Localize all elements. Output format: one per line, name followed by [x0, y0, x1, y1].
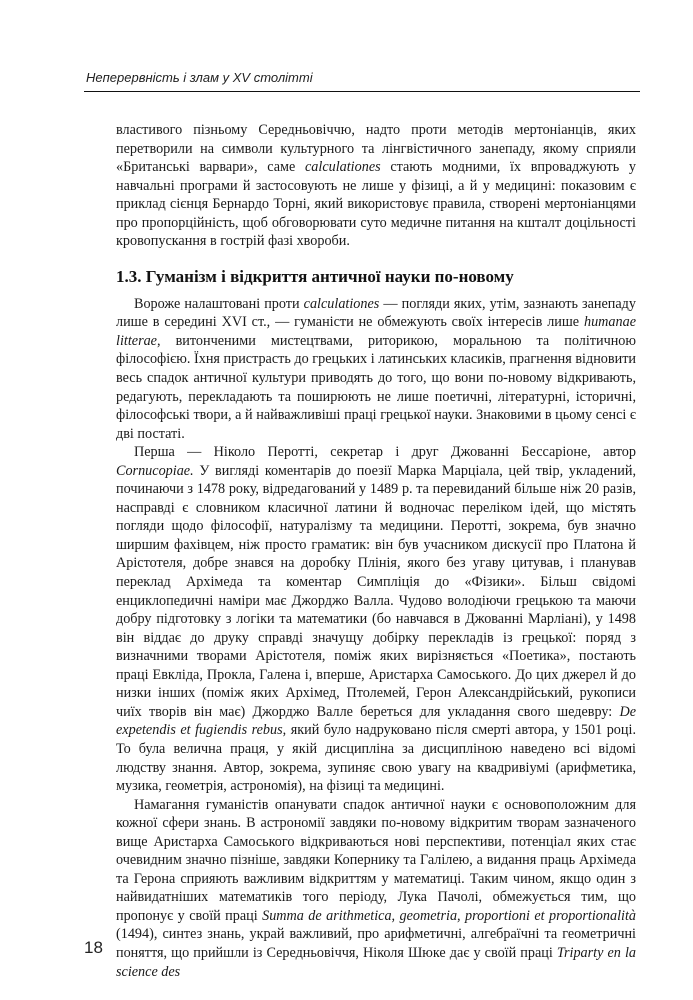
text-run: властивого пізньому Середньовіччю, надто проти методів мертоніанців, яких перетворили на символи культурного та лінгвістичного занепаду, якому сприяли «Британські варвари», саме	[116, 122, 636, 176]
italic-title: Cornucopiae.	[116, 462, 194, 479]
text-run: У вигляді коментарів до поезії Марка Марціала, цей твір, укладений, починаючи з 1478 року, відредагований у 1489 р. та перевиданий більше ніж 20 разів, насправді є словником класичної латини й водночас переліком ідей, що містять погляди щодо філософії, натуралізму та медицини. Перотті, зокрема, був значно ширшим фахівцем, ніж просто граматик: він був учасником дискусії про Платона й Арістотеля, добре знався на доробку Плінія, якого без угаву цитував, і планував переклад Архімеда та коментар Симпліція до «Фізики». Більш свідомі енциклопедичні наміри має Джорджо Валла. Чудово володіючи грецькою та маючи добру підготовку з логіки та математики (бо навчався в Джованні Марліані), у 1498 він віддає до друку справді значущу добірку перекладів із грецької: поряд з визначними творами Арістотеля, поміж яких вирізняється «Поетика», постають праці Евкліда, Прокла, Галена і, вперше, Аристарха Самоського. До цих джерел й до низки інших (поміж яких Архімед, Птолемей, Герон Александрійський, рукописи чиїх творів він має) Джорджо Валле береться для укладання свого шедевру:	[116, 462, 636, 720]
paragraph-2	[116, 295, 636, 443]
italic-term: calculationes	[304, 159, 381, 176]
paragraph-3	[116, 443, 636, 795]
italic-term: humanae litterae	[116, 314, 636, 349]
section-heading: 1.3. Гуманізм і відкриття античної науки по-новому	[116, 266, 514, 286]
italic-title: Triparty en la science des	[116, 944, 636, 980]
paragraph-4	[116, 796, 636, 981]
body-text	[116, 121, 636, 981]
italic-title: Summa de arithmetica, geometria, proportioni et proportionalità	[262, 907, 636, 924]
paragraph-1	[116, 121, 636, 251]
text-run: Перша — Ніколо Перотті, секретар і друг Джованні Бессаріоне, автор	[134, 444, 636, 461]
text-run: — погляди яких, утім, зазнають занепаду лише в середині XVI ст., — гуманісти не обмежують своїх інтересів лише	[116, 295, 636, 331]
text-run: , який було надруковано після смерті автора, у 1501 році. То була велична праця, у якій дисципліна за дисципліною наведено всі відомі людству знання. Автор, зокрема, зупиняє свою увагу на квадривіумі (арифметика, музика, геометрія, астрономія), на фізиці та медицині.	[116, 722, 636, 795]
text-run: Намагання гуманістів опанувати спадок античної науки є основоположним для кожної сфери знань. В астрономії завдяки по-новому відкритим творам зазначеного вище Аристарха Самоського відкриваються нові перспективи, потенціал яких стає очевидним значно пізніше, завдяки Копернику та Галілею, а видання праць Архімеда та Герона сприяють важливим відкриттям у математиці. Таким чином, якщо один з найвидатніших математиків того періоду, Лука Пачолі, обмежується тим, що пропонує у своїй праці	[116, 796, 636, 924]
header-rule	[84, 91, 640, 92]
text-run: (1494), синтез знань, украй важливий, про арифметичні, алгебраїчні та геометричні поняття, що прийшли із Середньовіччя, Ніколя Шюке дає у своїй праці	[116, 926, 636, 961]
text-run: стають модними, їх впроваджують у навчальні програми й застосовують не лише у фізиці, а й у медицині: показовим є приклад сієнця Бернардо Торні, який використовує правила, створені мертоніанцями про пропорційність, щоб обговорювати суто медичне питання на кшталт доцільності кровопускання в гострій фазі хвороби.	[116, 159, 636, 250]
italic-term: calculationes	[303, 295, 380, 312]
text-run: , витонченими мистецтвами, риторикою, моральною та політичною філософією. Їхня пристрасть до грецьких і латинських класиків, прагнення відновити весь спадок античної культури приводять до того, що вони по-новому відкривають, редагують, перекладають та поширюють не лише поетичні, літературні, історичні, філософські твори, а й найважливіші праці грецької науки. Знаковими в цьому сенсі є дві постаті.	[116, 332, 636, 442]
text-run: Вороже налаштовані проти	[134, 295, 304, 312]
italic-title: De expetendis et fugiendis rebus	[116, 703, 636, 739]
page-number: 18	[84, 938, 103, 957]
running-head: Неперервність і злам у XV столітті	[86, 70, 313, 85]
